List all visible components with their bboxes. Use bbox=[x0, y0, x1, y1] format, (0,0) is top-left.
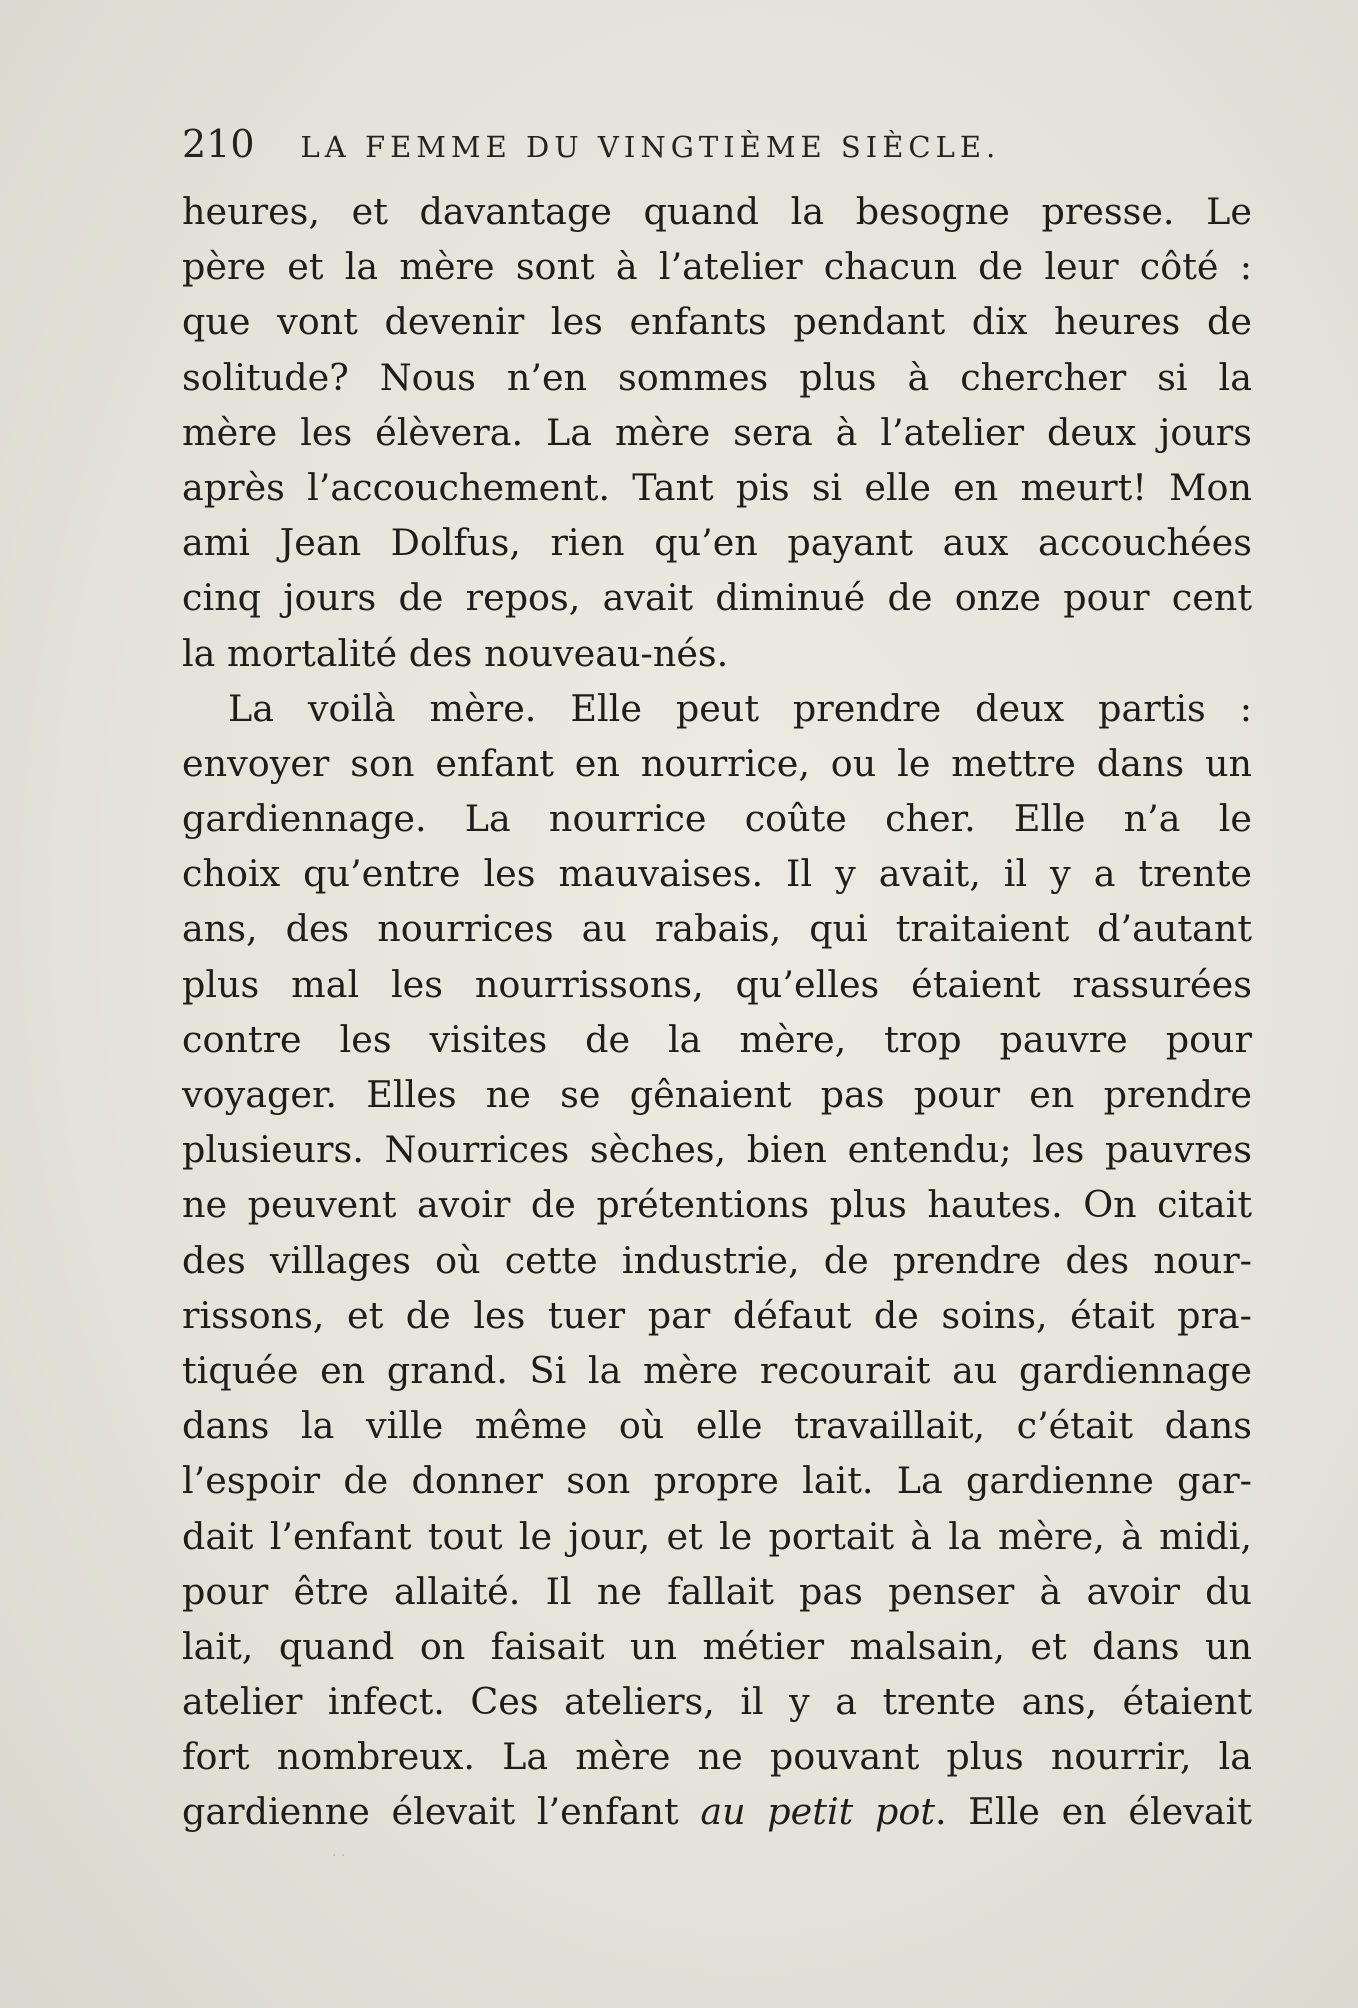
text-line: voyager. Elles ne se gênaient pas pour en prendre bbox=[182, 1073, 1252, 1116]
text-line: des villages où cette industrie, de prendre des nour- bbox=[182, 1238, 1252, 1282]
text-line: atelier infect. Ces ateliers, il y a trente ans, étaient bbox=[182, 1680, 1252, 1724]
text-line: plus mal les nourrissons, qu’elles étaient rassurées bbox=[182, 962, 1252, 1006]
text-line: pour être allaité. Il ne fallait pas penser à avoir du bbox=[182, 1569, 1252, 1613]
text-line: après l’accouchement. Tant pis si elle en meurt! Mon bbox=[182, 465, 1252, 509]
text-line: l’espoir de donner son propre lait. La gardienne gar- bbox=[182, 1459, 1252, 1503]
text-line: ne peuvent avoir de prétentions plus hautes. On citait bbox=[182, 1183, 1252, 1227]
page-number: 210 bbox=[182, 122, 255, 166]
final-line-start: gardienne élevait l’enfant bbox=[182, 1790, 701, 1834]
text-line: mère les élèvera. La mère sera à l’atelier deux jours bbox=[182, 410, 1252, 454]
text-line: dait l’enfant tout le jour, et le portait à la mère, à midi, bbox=[182, 1514, 1252, 1558]
text-line: ans, des nourrices au rabais, qui traitaient d’autant bbox=[182, 907, 1252, 951]
text-line: dans la ville même où elle travaillait, c’était dans bbox=[182, 1404, 1252, 1448]
running-head bbox=[182, 122, 1252, 186]
text-line: choix qu’entre les mauvaises. Il y avait, il y a trente bbox=[182, 852, 1252, 896]
book-page bbox=[182, 122, 1252, 1840]
final-line-end: . Elle en élevait bbox=[934, 1790, 1252, 1834]
body-text bbox=[182, 184, 1252, 1840]
text-line: plusieurs. Nourrices sèches, bien entendu; les pauvres bbox=[182, 1128, 1252, 1172]
text-line: gardiennage. La nourrice coûte cher. Elle n’a le bbox=[182, 797, 1252, 841]
text-line: fort nombreux. La mère ne pouvant plus nourrir, la bbox=[182, 1735, 1252, 1779]
text-line: heures, et davantage quand la besogne presse. Le bbox=[182, 190, 1252, 233]
text-line: que vont devenir les enfants pendant dix heures de bbox=[182, 300, 1252, 344]
text-line: tiquée en grand. Si la mère recourait au gardiennage bbox=[182, 1348, 1252, 1392]
text-line: rissons, et de les tuer par défaut de soins, était pra- bbox=[182, 1293, 1252, 1337]
text-line: cinq jours de repos, avait diminué de onze pour cent bbox=[182, 576, 1252, 620]
text-line: envoyer son enfant en nourrice, ou le mettre dans un bbox=[182, 741, 1252, 785]
running-title: LA FEMME DU VINGTIÈME SIÈCLE. bbox=[300, 130, 1001, 164]
text-line: lait, quand on faisait un métier malsain, et dans un bbox=[182, 1624, 1252, 1668]
text-line: contre les visites de la mère, trop pauvre pour bbox=[182, 1017, 1252, 1061]
paragraph-start-line: La voilà mère. Elle peut prendre deux partis : bbox=[228, 686, 1252, 730]
italic-phrase: au petit pot bbox=[700, 1790, 935, 1834]
text-line: père et la mère sont à l’atelier chacun de leur côté : bbox=[182, 245, 1252, 289]
paper-speck: · · bbox=[332, 1848, 346, 1864]
text-line: solitude? Nous n’en sommes plus à chercher si la bbox=[182, 355, 1252, 399]
text-line-final bbox=[182, 1784, 1252, 1839]
text-line: la mortalité des nouveau-nés. bbox=[182, 631, 729, 675]
text-line: ami Jean Dolfus, rien qu’en payant aux accouchées bbox=[182, 521, 1252, 565]
